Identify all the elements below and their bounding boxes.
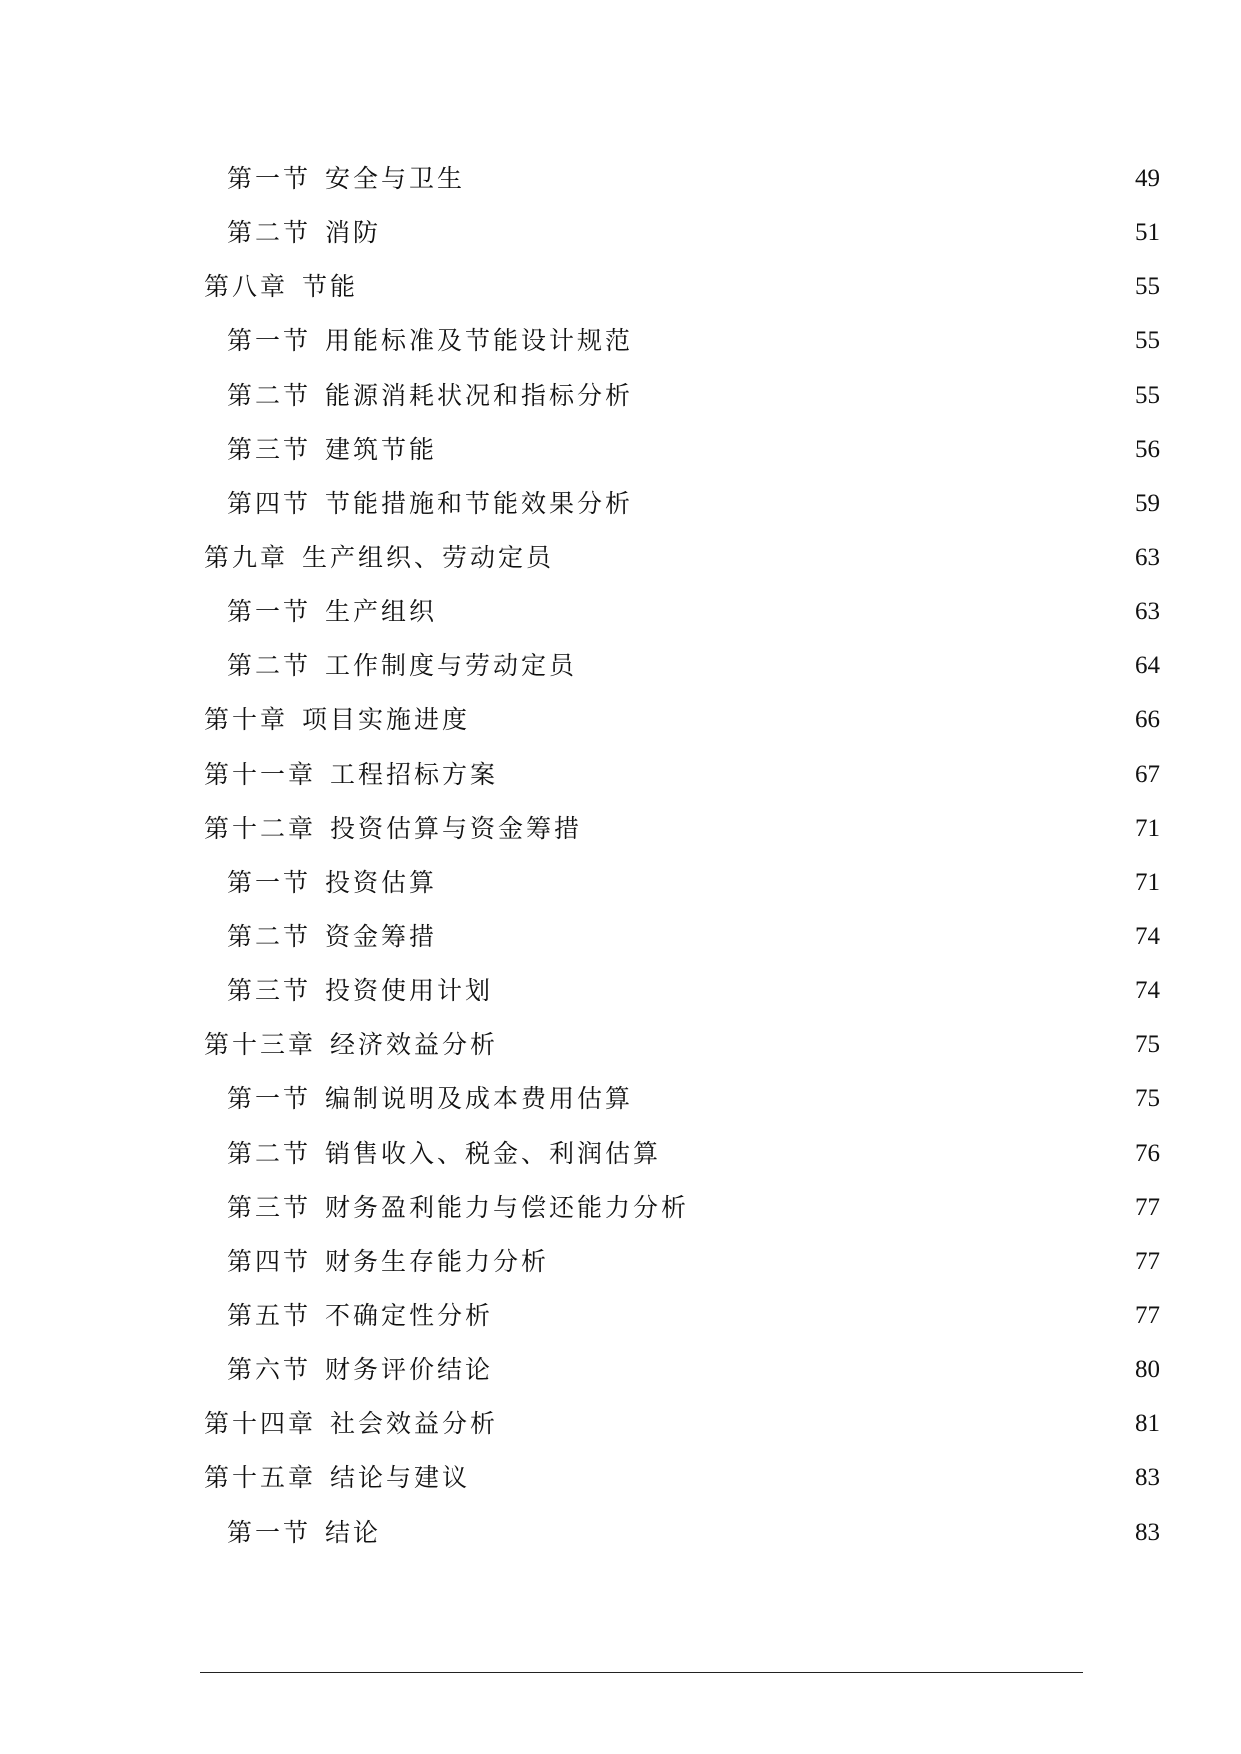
toc-page-number: 80 [1135,1356,1160,1384]
toc-entry-title: 建筑节能 [325,434,438,464]
toc-entry-label [204,1030,500,1060]
toc-entry-title: 资金筹措 [325,922,438,952]
toc-entry-label [227,1193,691,1223]
toc-page-number: 55 [1135,327,1160,355]
toc-page-number: 64 [1135,652,1160,680]
toc-page-number: 55 [1135,381,1160,409]
toc-entry-label [204,705,472,735]
toc-entry-number: 第一节 [227,164,312,194]
toc-entry-number: 第八章 [204,272,289,302]
toc-dot-leader [439,435,1126,465]
toc-entry-number: 第三节 [227,1192,312,1222]
toc-entry-number: 第二节 [227,218,312,248]
toc-entry-title: 编制说明及成本费用估算 [325,1084,634,1114]
toc-section-entry[interactable] [0,369,1241,423]
toc-page-number: 77 [1135,1193,1160,1221]
toc-entry-label [227,326,635,356]
toc-entry-label [204,760,500,790]
toc-section-entry[interactable] [0,1289,1241,1343]
toc-entry-title: 消防 [325,218,382,248]
toc-page-number: 77 [1135,1302,1160,1330]
toc-entry-number: 第十三章 [204,1030,317,1060]
toc-entry-title: 结论 [325,1517,382,1547]
toc-dot-leader [556,543,1126,573]
toc-entry-title: 经济效益分析 [330,1030,499,1060]
toc-dot-leader [584,814,1126,844]
toc-chapter-entry[interactable] [0,1397,1241,1451]
toc-entry-number: 第四节 [227,488,312,518]
toc-entry-number: 第十章 [204,705,289,735]
toc-page-number: 74 [1135,923,1160,951]
toc-entry-number: 第一节 [227,867,312,897]
toc-chapter-entry[interactable] [0,693,1241,747]
toc-page-number: 83 [1135,1464,1160,1492]
toc-chapter-entry[interactable] [0,260,1241,314]
toc-dot-leader [495,1301,1126,1331]
toc-dot-leader [551,1247,1126,1277]
toc-entry-label [204,272,360,302]
toc-section-entry[interactable] [0,1127,1241,1181]
toc-section-entry[interactable] [0,206,1241,260]
toc-entry-label [227,922,439,952]
toc-entry-title: 投资估算与资金筹措 [330,813,583,843]
toc-dot-leader [500,1030,1126,1060]
toc-dot-leader [467,164,1126,194]
toc-dot-leader [360,272,1126,302]
toc-entry-number: 第九章 [204,543,289,573]
toc-entry-label [227,489,635,519]
toc-entry-number: 第二节 [227,922,312,952]
toc-page-number: 49 [1135,165,1160,193]
toc-entry-number: 第一节 [227,1084,312,1114]
toc-entry-label [227,218,383,248]
footer-divider [200,1672,1083,1673]
toc-entry-label [227,1518,383,1548]
toc-entry-title: 工程招标方案 [330,759,499,789]
toc-section-entry[interactable] [0,1235,1241,1289]
toc-dot-leader [495,976,1126,1006]
toc-dot-leader [439,922,1126,952]
toc-section-entry[interactable] [0,1072,1241,1126]
toc-page-number: 83 [1135,1518,1160,1546]
toc-chapter-entry[interactable] [0,1451,1241,1505]
toc-entry-label [204,1463,472,1493]
toc-entry-title: 用能标准及节能设计规范 [325,326,634,356]
toc-entry-title: 工作制度与劳动定员 [325,651,578,681]
toc-entry-label [227,597,439,627]
toc-entry-label [227,1355,495,1385]
toc-page-number: 77 [1135,1247,1160,1275]
toc-section-entry[interactable] [0,639,1241,693]
toc-dot-leader [472,705,1126,735]
toc-dot-leader [472,1463,1126,1493]
toc-entry-title: 生产组织、劳动定员 [302,543,555,573]
toc-entry-number: 第三节 [227,434,312,464]
toc-entry-title: 财务生存能力分析 [325,1246,550,1276]
toc-dot-leader [635,489,1126,519]
toc-page-number: 67 [1135,760,1160,788]
toc-page-number: 74 [1135,977,1160,1005]
toc-chapter-entry[interactable] [0,748,1241,802]
toc-page-number: 66 [1135,706,1160,734]
toc-page-number: 71 [1135,868,1160,896]
toc-dot-leader [500,1409,1126,1439]
toc-entry-number: 第十五章 [204,1463,317,1493]
toc-page-number: 51 [1135,219,1160,247]
toc-entry-label [227,1301,495,1331]
toc-section-entry[interactable] [0,1506,1241,1560]
toc-entry-label [227,1247,551,1277]
toc-entry-number: 第十二章 [204,813,317,843]
toc-entry-label [204,543,556,573]
toc-entry-title: 财务评价结论 [325,1355,494,1385]
toc-entry-label [227,1139,663,1169]
toc-dot-leader [579,651,1126,681]
toc-entry-label [227,164,467,194]
toc-page-number: 63 [1135,598,1160,626]
toc-page-number: 75 [1135,1085,1160,1113]
toc-section-entry[interactable] [0,910,1241,964]
toc-entry-label [204,1409,500,1439]
table-of-contents [0,152,1241,1560]
toc-section-entry[interactable] [0,314,1241,368]
toc-page-number: 63 [1135,544,1160,572]
toc-dot-leader [635,381,1126,411]
toc-section-entry[interactable] [0,856,1241,910]
toc-section-entry[interactable] [0,585,1241,639]
toc-dot-leader [635,1084,1126,1114]
toc-dot-leader [383,1518,1126,1548]
toc-entry-title: 生产组织 [325,597,438,627]
toc-section-entry[interactable] [0,152,1241,206]
toc-entry-title: 投资估算 [325,867,438,897]
toc-entry-label [227,868,439,898]
toc-entry-number: 第二节 [227,1138,312,1168]
toc-page-number: 59 [1135,489,1160,517]
toc-entry-label [227,1084,635,1114]
toc-entry-label [227,651,579,681]
toc-page-number: 55 [1135,273,1160,301]
toc-chapter-entry[interactable] [0,802,1241,856]
toc-entry-title: 节能措施和节能效果分析 [325,488,634,518]
toc-chapter-entry[interactable] [0,1018,1241,1072]
toc-entry-number: 第二节 [227,380,312,410]
toc-dot-leader [383,218,1126,248]
toc-chapter-entry[interactable] [0,531,1241,585]
toc-entry-number: 第一节 [227,597,312,627]
toc-page-number: 76 [1135,1139,1160,1167]
toc-entry-title: 节能 [302,272,359,302]
toc-entry-label [227,435,439,465]
toc-entry-title: 能源消耗状况和指标分析 [325,380,634,410]
toc-dot-leader [439,868,1126,898]
toc-page-number: 75 [1135,1031,1160,1059]
toc-dot-leader [691,1193,1126,1223]
toc-entry-number: 第十一章 [204,759,317,789]
toc-section-entry[interactable] [0,964,1241,1018]
toc-section-entry[interactable] [0,477,1241,531]
toc-entry-title: 投资使用计划 [325,976,494,1006]
toc-entry-number: 第六节 [227,1355,312,1385]
toc-entry-number: 第二节 [227,651,312,681]
toc-page-number: 71 [1135,814,1160,842]
toc-entry-label [227,381,635,411]
toc-entry-number: 第一节 [227,1517,312,1547]
toc-page-number: 56 [1135,435,1160,463]
toc-entry-title: 财务盈利能力与偿还能力分析 [325,1192,690,1222]
toc-entry-label [204,814,584,844]
toc-entry-label [227,976,495,1006]
toc-entry-number: 第四节 [227,1246,312,1276]
toc-dot-leader [635,326,1126,356]
toc-page-number: 81 [1135,1410,1160,1438]
toc-entry-title: 社会效益分析 [330,1409,499,1439]
toc-dot-leader [663,1139,1126,1169]
toc-section-entry[interactable] [0,423,1241,477]
toc-entry-title: 项目实施进度 [302,705,471,735]
toc-dot-leader [500,760,1126,790]
toc-entry-number: 第一节 [227,326,312,356]
toc-entry-number: 第十四章 [204,1409,317,1439]
toc-dot-leader [439,597,1126,627]
toc-entry-title: 结论与建议 [330,1463,471,1493]
toc-entry-title: 安全与卫生 [325,164,466,194]
toc-section-entry[interactable] [0,1181,1241,1235]
toc-section-entry[interactable] [0,1343,1241,1397]
toc-entry-title: 销售收入、税金、利润估算 [325,1138,662,1168]
toc-dot-leader [495,1355,1126,1385]
toc-entry-number: 第三节 [227,976,312,1006]
toc-entry-title: 不确定性分析 [325,1301,494,1331]
toc-entry-number: 第五节 [227,1301,312,1331]
